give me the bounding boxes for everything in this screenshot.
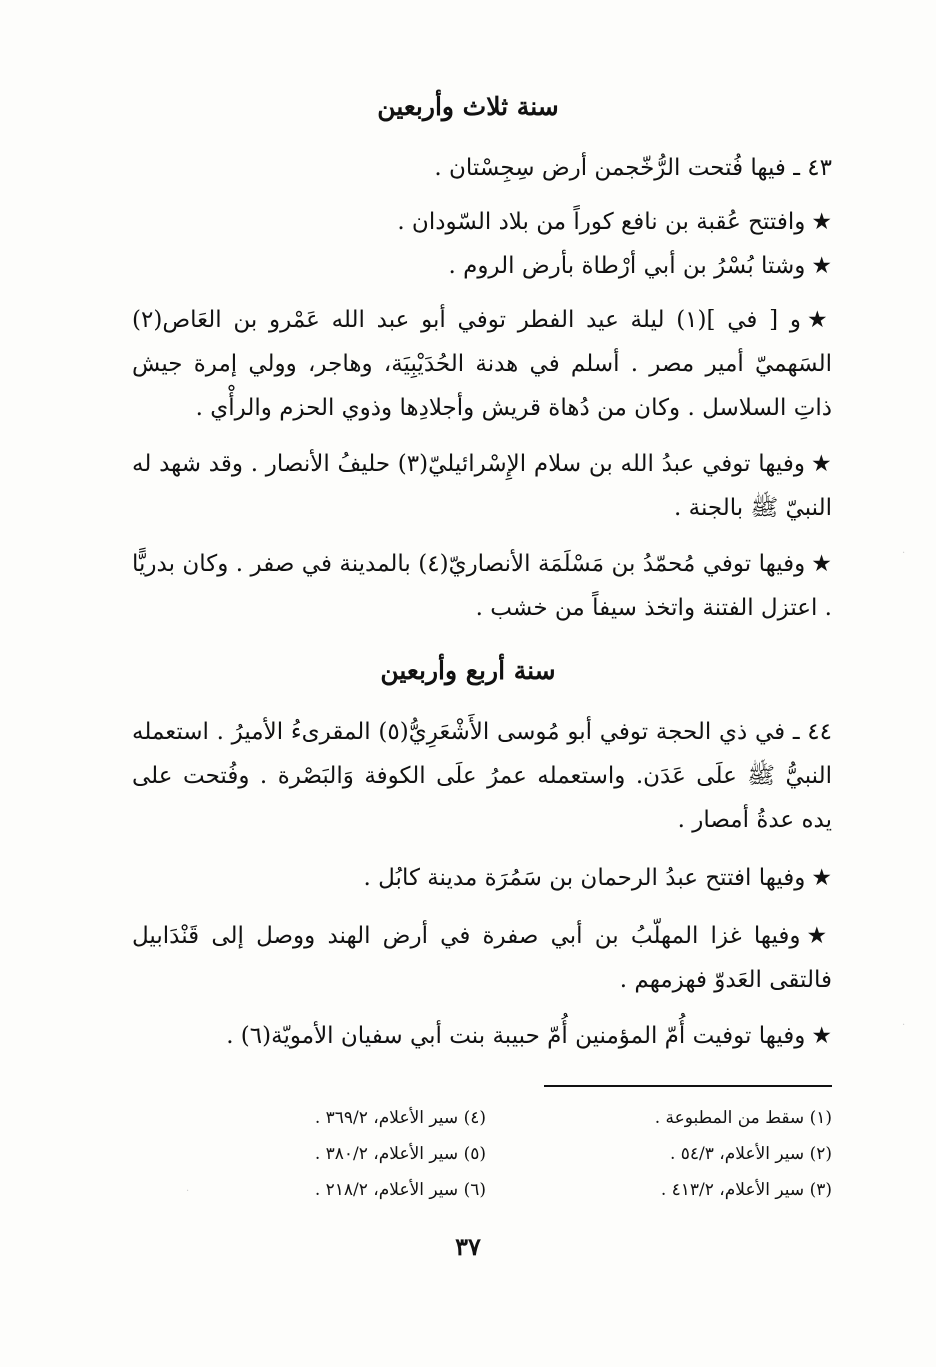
entry-text: وشتا بُسْرُ بن أبي أرْطاة بأرض الروم . (448, 253, 806, 279)
footnote-separator (544, 1085, 832, 1087)
scan-speck: · (902, 1020, 906, 1031)
entry-text: وفيها توفيت أُمّ المؤمنين أُمّ حبيبة بنت أبي سفيان الأمويّة(٦) . (226, 1023, 806, 1049)
entry-43-opening: ٤٣ ـ فيها فُتحت الرُّخّجمن أرض سِجِسْتان . (434, 155, 832, 181)
star-icon: ★ (810, 451, 832, 477)
star-icon: ★ (811, 253, 832, 279)
section-44-body (132, 710, 832, 1058)
entry-text: وفيها غزا المهلّبُ بن أبي صفرة في أرض الهند ووصل إلى قَنْدَابيل فالتقى العَدوّ فهزمهم . (132, 923, 832, 993)
entry-muhallab (132, 914, 832, 1002)
entry-text: وافتتح عُقبة بن نافع كوراً من بلاد السّودان . (397, 209, 806, 235)
page-number: ٣٧ (455, 1232, 481, 1261)
entry-umm-habiba (132, 1014, 832, 1058)
star-icon: ★ (811, 551, 832, 577)
entry-text: وفيها توفي عبدُ الله بن سلام الإِسْرائيليّ(٣) حليفُ الأنصار . وقد شهد له النبيّ ﷺ بالجنة . (132, 451, 832, 521)
scan-speck: · (186, 1186, 190, 1197)
section-heading-44: سنة أربع وأربعين (380, 656, 556, 685)
footnote-2: (٢) سير الأعلام، ٥٤/٣ . (669, 1144, 832, 1164)
entry-uqba (132, 200, 832, 244)
footnote-5: (٥) سير الأعلام، ٣٨٠/٢ . (314, 1144, 486, 1164)
footnote-4: (٤) سير الأعلام، ٣٦٩/٢ . (314, 1108, 486, 1128)
entry-muhammad-ibn-maslama (132, 542, 832, 630)
entry-kabul (132, 856, 832, 900)
footnote-1: (١) سقط من المطبوعة . (654, 1108, 832, 1128)
entry-abdullah-ibn-salam (132, 442, 832, 530)
section-43-body (132, 146, 832, 630)
star-icon: ★ (811, 865, 832, 891)
star-icon: ★ (806, 307, 833, 333)
entry-text: وفيها توفي مُحمّدُ بن مَسْلَمَة الأنصاريّ(٤) بالمدينة في صفر . وكان بدريًّا . اعتزل الفتنة واتخذ سيفاً من خشب . (132, 551, 832, 621)
star-icon: ★ (811, 1023, 832, 1049)
entry-text: و [ في ](١) ليلة عيد الفطر توفي أبو عبد الله عَمْرو بن العَاص(٢) السَهميّ أمير مصر . أسلم في هدنة الحُدَيْبِيَة، وهاجر، وولي إمرة جيش ذاتِ السلاسل . وكان من دُهاة قريش وأجلادِها وذوي الحزم والرأْي . (132, 307, 832, 421)
section-heading-43: سنة ثلاث وأربعين (377, 92, 559, 121)
footnote-3: (٣) سير الأعلام، ٤١٣/٢ . (660, 1180, 832, 1200)
star-icon: ★ (811, 209, 832, 235)
entry-busr (132, 244, 832, 288)
star-icon: ★ (806, 923, 832, 949)
entry-abu-musa: ٤٤ ـ في ذي الحجة توفي أبو مُوسى الأَشْعَرِيُّ(٥) المقرىءُ الأميرُ . استعمله النبيُّ ﷺ علَى عَدَن. واستعمله عمرُ علَى الكوفة وَالبَصْرة . وفُتحت على يده عدةُ أمصار . (132, 719, 832, 833)
footnote-6: (٦) سير الأعلام، ٢١٨/٢ . (314, 1180, 486, 1200)
entry-text: وفيها افتتح عبدُ الرحمان بن سَمُرَة مدينة كابُل . (363, 865, 806, 891)
entry-amr-ibn-al-as (132, 298, 832, 430)
scan-speck: · (902, 548, 906, 559)
